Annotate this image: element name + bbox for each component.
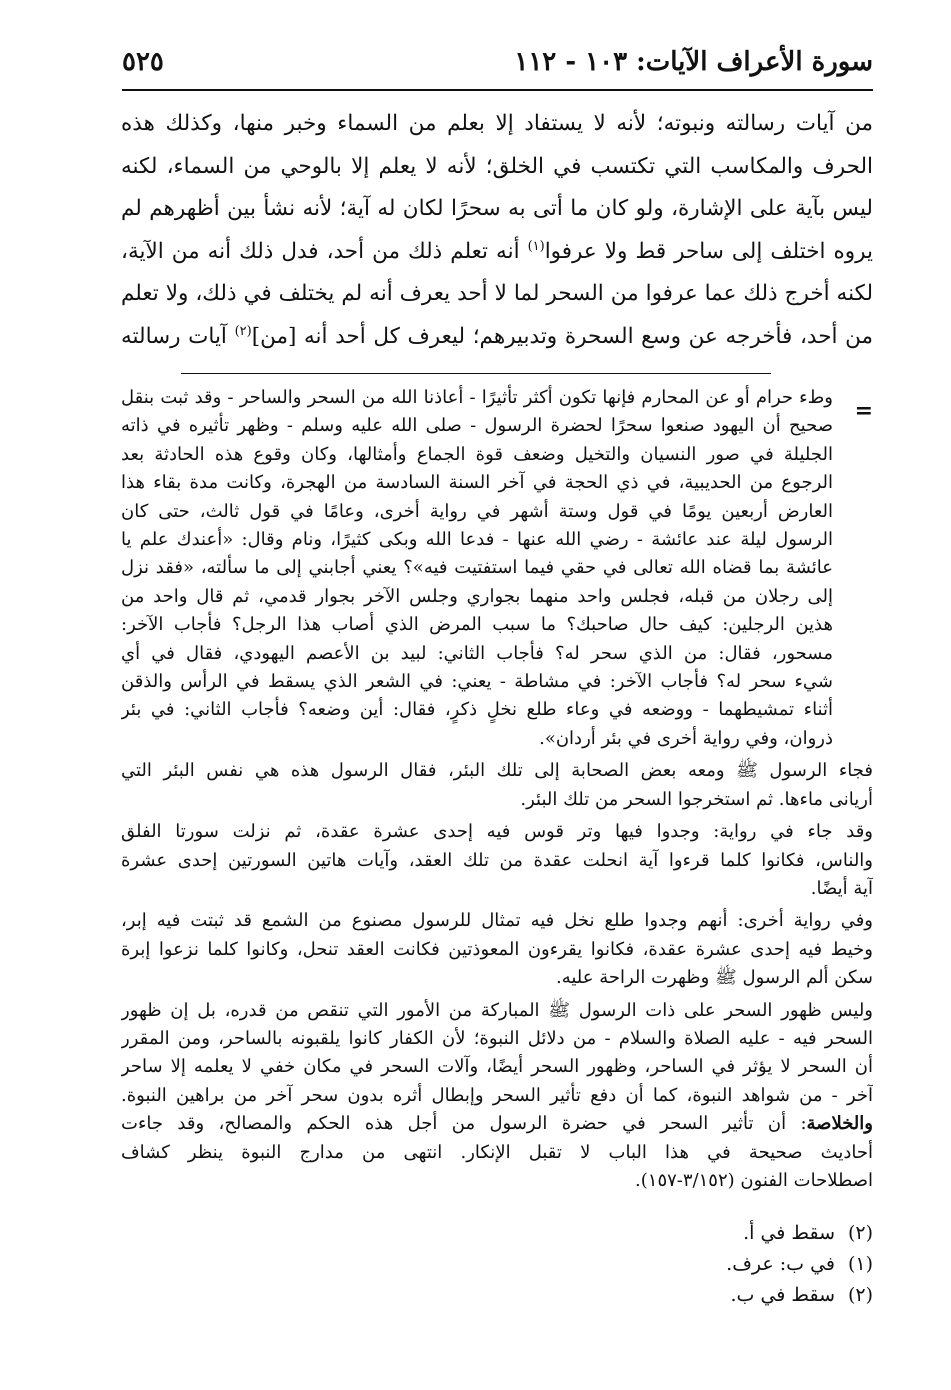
note-number: (٢): [847, 1222, 873, 1244]
body-line-text: أنه تعلم ذلك من أحد، فدل ذلك أنه من الآية،: [121, 238, 528, 264]
margin-notes: [726, 1218, 873, 1311]
footnote-line: هذين الرجلين: كيف حال صاحبك؟ ما سبب المرض الذي أصاب هذا الرجل؟ فأجاب الآخر:: [121, 614, 833, 636]
main-body-text: [121, 103, 873, 358]
footnote-line: [121, 1110, 873, 1138]
footnote-line: الجليلة في صور النسيان والتخيل وضعف قوة الجماع وأمثالها، وكان وقوع هذه الحادثة بعد: [121, 443, 833, 465]
footnote-line: السحر فيه - عليه الصلاة والسلام - من دلائل النبوة؛ لأن الكفار كانوا يلقبونه بالساحر، ومن المقرر: [121, 1027, 873, 1049]
footnote-line: العارض أربعين يومًا في قول وستة أشهر في رواية أخرى، وعامًا في قول ثالث، حتى كان: [121, 500, 833, 522]
note-text: سقط في ب.: [730, 1284, 835, 1306]
footnote-line: وطء حرام أو عن المحارم فإنها تكون أكثر تأثيرًا - أعاذنا الله من السحر والساحر - وقد ثبت بنقل: [121, 387, 833, 408]
page-header: [122, 45, 873, 91]
footnote-line: وفي رواية أخرى: أنهم وجدوا طلع نخل فيه تمثال للرسول مصنوع من الشمع قد ثبتت فيه إبر،: [121, 910, 873, 932]
body-line: لكنه أخرج ذلك عما عرفوا من السحر لما لا أحد يعرف أنه لم يختلف في ذلك، ولا تعلم: [121, 281, 873, 306]
body-line-text: آيات رسالته: [121, 323, 235, 349]
footnote-divider: [181, 373, 771, 374]
body-line: ليس بآية على الإشارة، ولو كان ما أتى به سحرًا لكان له آية؛ لأنه نشأ بين أظهرهم لم: [121, 196, 873, 221]
note-item: [726, 1249, 873, 1280]
footnote-line: إلى رجلان من قبله، فجلس واحد منهما بجواري وجلس الآخر بجوار قدمي، ثم قال واحد من: [121, 585, 833, 607]
footnote-line: والناس، فكانوا كلما قرءوا آية انحلت عقدة من تلك العقد، وآيات هاتين السورتين إحدى عشرة: [121, 849, 873, 871]
footnote-line: آخر - من شواهد النبوة، كما أن دفع تأثير السحر وإبطال أثره بدون سحر آخر من براهين النبوة.: [121, 1084, 873, 1106]
footnote-line: وليس ظهور السحر على ذات الرسول ﷺ المباركة من الأمور التي تنقص من قدره، بل إن ظهور: [121, 999, 873, 1021]
body-line-text: يروه اختلف إلى ساحر قط ولا عرفوا: [544, 238, 873, 264]
note-item: [726, 1280, 873, 1311]
body-line-text: من أحد، فأخرجه عن وسع السحرة وتدبيرهم؛ ليعرف كل أحد أنه [من]: [251, 323, 873, 349]
footnote-paragraph: [121, 907, 873, 992]
note-item: [726, 1218, 873, 1249]
note-number: (١): [847, 1253, 873, 1275]
surah-title: سورة الأعراف الآيات: ١٠٣ - ١١٢: [514, 47, 873, 77]
footnote-line: صحيح أن اليهود صنعوا سحرًا لحضرة الرسول - صلى الله عليه وسلم - وظهر تأثيره في ذاته: [121, 415, 833, 437]
footnote-paragraph: [121, 757, 873, 814]
footnote-line: عائشة بما قضاه الله تعالى في حقي فيما استفتيت فيه»؟ يعني أجابني إلى ما سألته، «فقد نزل: [121, 557, 833, 579]
footnote-ref: (١): [527, 238, 545, 254]
footnote-line: شيء سحر له؟ فأجاب الآخر: في مشاطة - يعني: في الشعر الذي يسقط في الرأس والذقن: [121, 671, 833, 693]
note-number: (٢): [847, 1284, 873, 1306]
note-text: في ب: عرف.: [726, 1253, 835, 1275]
footnote-line: أن السحر لا يؤثر في الساحر، وظهور السحر أيضًا، وآلات السحر في مكان خفي لا يعلمه إلا ساحر: [121, 1056, 873, 1078]
footnote-line: آية أيضًا.: [810, 877, 873, 899]
body-line: من آيات رسالته ونبوته؛ لأنه لا يستفاد إلا بعلم من السماء وخبر منها، وكذلك هذه: [121, 111, 873, 136]
footnote-line: سكن ألم الرسول ﷺ وظهرت الراحة عليه.: [555, 967, 873, 989]
footnote-line: الرسول ليلة عند عائشة - رضي الله عنها - فدعا الله وبكى كثيرًا، ونام وقال: «أعندك علم يا: [121, 529, 833, 551]
body-line: الحرف والمكاسب التي تكتسب في الخلق؛ لأنه لا يعلم إلا بالوحي من السماء، لكنه: [121, 153, 873, 179]
footnote-line: فجاء الرسول ﷺ ومعه بعض الصحابة إلى تلك البئر، فقال الرسول هذه هي نفس البئر التي: [121, 760, 873, 782]
footnote-line: أريانى ماءها. ثم استخرجوا السحر من تلك البئر.: [520, 788, 873, 810]
conclusion-text: : أن تأثير السحر في حضرة الرسول من أجل هذه الحكم والمصالح، وقد جاءت: [121, 1113, 807, 1135]
footnote-paragraph: [121, 384, 873, 753]
footnotes-section: [121, 384, 873, 1199]
conclusion-label: والخلاصة: [806, 1113, 873, 1135]
note-text: سقط في أ.: [743, 1222, 835, 1244]
body-line: [121, 316, 873, 359]
footnote-line: الرجوع من الحديبية، في ذي الحجة في آخر السنة السادسة من الهجرة، وكانت مدة بقاء هذا: [121, 472, 833, 494]
footnote-ref: (٢): [234, 323, 252, 339]
footnote-line: مسحور، فقال: من الذي سحر له؟ فأجاب الثاني: لبيد بن الأعصم اليهودي، فقال في أي: [121, 642, 833, 664]
footnote-line: ذروان، وفي رواية أخرى في بئر أردان».: [539, 727, 833, 749]
footnote-line: وخيط فيه إحدى عشرة عقدة، فكانوا يقرءون المعوذتين فكانت العقد تنحل، وكانوا كلما نزعوا إبرة: [121, 938, 873, 960]
footnote-line: أثناء تمشيطهما - ووضعه في وعاء طلع نخلٍ ذكرٍ، فقال: أين وضعه؟ فأجاب الثاني: في بئر: [121, 699, 833, 721]
footnote-line: أحاديث صحيحة في هذا الباب لا تقبل الإنكار. انتهى من مدارج النبوة ينظر كشاف: [121, 1141, 873, 1163]
body-line: [121, 231, 873, 274]
footnote-paragraph: [121, 997, 873, 1196]
footnote-line: اصطلاحات الفنون (٣/١٥٢-١٥٧).: [635, 1169, 873, 1191]
footnote-paragraph: [121, 818, 873, 903]
footnote-line: وقد جاء في رواية: وجدوا فيها وتر قوس فيه إحدى عشرة عقدة، ثم نزلت سورتا الفلق: [121, 821, 873, 843]
page-number: ٥٢٥: [122, 47, 164, 77]
continuation-marker: =: [854, 398, 873, 424]
